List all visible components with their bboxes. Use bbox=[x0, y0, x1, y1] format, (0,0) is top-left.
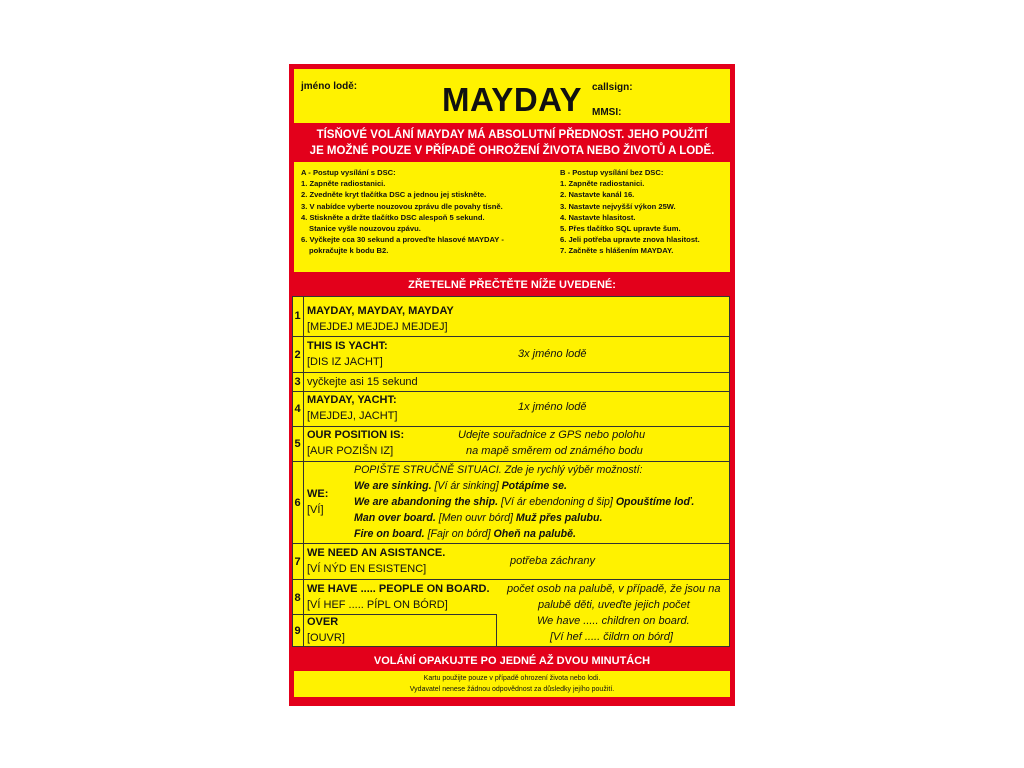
row-phrase: THIS IS YACHT: bbox=[307, 340, 388, 352]
table-row bbox=[292, 296, 730, 336]
procedure-b bbox=[560, 167, 728, 257]
option-pronunciation: [Fajr on bórd] bbox=[424, 528, 494, 540]
situation-option bbox=[354, 480, 567, 492]
procedure-step: 6. Vyčkejte cca 30 sekund a proveďte hlasové MAYDAY - bbox=[301, 235, 504, 245]
row-note: na mapě směrem od známého bodu bbox=[466, 445, 643, 457]
procedure-step: 4. Nastavte hlasitost. bbox=[560, 212, 636, 222]
option-english: We are sinking. bbox=[354, 480, 432, 492]
row-phrase: MAYDAY, MAYDAY, MAYDAY bbox=[307, 305, 454, 317]
row-pronunciation: [DIS IZ JACHT] bbox=[307, 356, 383, 368]
row-note: [Ví hef ..... čildrn on bórd] bbox=[550, 631, 673, 643]
procedure-a-title: A - Postup vysílání s DSC: bbox=[301, 168, 396, 177]
row-phrase: WE HAVE ..... PEOPLE ON BOARD. bbox=[307, 583, 490, 595]
procedure-step: 7. Začněte s hlášením MAYDAY. bbox=[560, 246, 674, 256]
procedure-step: 4. Stiskněte a držte tlačítko DSC alespoň 5 sekund. bbox=[301, 212, 485, 222]
procedure-step: 6. Jeli potřeba upravte znova hlasitost. bbox=[560, 235, 700, 245]
row-number: 8 bbox=[292, 580, 304, 615]
procedure-step: 1. Zapněte radiostanici. bbox=[560, 179, 645, 189]
row-note: počet osob na palubě, v případě, že jsou na bbox=[507, 583, 721, 595]
row-phrase: OUR POSITION IS: bbox=[307, 429, 405, 441]
table-row bbox=[292, 426, 730, 461]
table-row bbox=[292, 614, 497, 647]
row-pronunciation: [OUVR] bbox=[307, 632, 345, 644]
row-phrase: MAYDAY, YACHT: bbox=[307, 394, 397, 406]
repeat-notice: VOLÁNÍ OPAKUJTE PO JEDNÉ AŽ DVOU MINUTÁCH bbox=[373, 655, 651, 667]
row-number: 1 bbox=[292, 296, 304, 336]
read-notice: ZŘETELNĚ PŘEČTĚTE NÍŽE UVEDENÉ: bbox=[408, 279, 616, 291]
row-number: 2 bbox=[292, 337, 304, 372]
option-czech: Oheň na palubě. bbox=[493, 528, 576, 540]
option-pronunciation: [Men ouvr bórd] bbox=[435, 512, 516, 524]
option-czech: Potápíme se. bbox=[501, 480, 567, 492]
row-number: 5 bbox=[292, 427, 304, 461]
option-czech: Opouštíme loď. bbox=[615, 496, 695, 508]
ship-name-label: jméno lodě: bbox=[301, 81, 358, 92]
procedure-step: 5. Přes tlačítko SQL upravte šum. bbox=[560, 224, 681, 234]
situation-option bbox=[354, 528, 576, 540]
procedures-panel bbox=[294, 162, 730, 272]
row-pronunciation: [MEJDEJ, JACHT] bbox=[307, 410, 398, 422]
row-pronunciation: [VÍ HEF ..... PÍPL ON BÓRD] bbox=[307, 599, 448, 611]
row-number: 9 bbox=[292, 615, 304, 647]
row-note: Udejte souřadnice z GPS nebo polohu bbox=[458, 429, 646, 441]
table-row bbox=[292, 543, 730, 579]
row-note: potřeba záchrany bbox=[510, 555, 595, 567]
procedure-step: pokračujte k bodu B2. bbox=[309, 246, 389, 256]
row-number: 6 bbox=[292, 462, 304, 543]
row-number: 3 bbox=[292, 373, 304, 391]
row-pronunciation: [AUR POZIŠN IZ] bbox=[307, 445, 394, 457]
option-english: Fire on board. bbox=[354, 528, 425, 540]
priority-notice bbox=[294, 127, 730, 159]
disclaimer-line: Kartu použijte pouze v případě ohrození života nebo lodi. bbox=[423, 675, 601, 682]
row-phrase: OVER bbox=[307, 616, 339, 628]
procedure-step: 3. V nabídce vyberte nouzovou zprávu dle povahy tísně. bbox=[301, 201, 503, 211]
situation-option bbox=[354, 496, 694, 508]
option-pronunciation: [Ví ár ebendoning d šip] bbox=[498, 496, 616, 508]
row-number: 7 bbox=[292, 544, 304, 579]
option-english: Man over board. bbox=[354, 512, 436, 524]
row-text: vyčkejte asi 15 sekund bbox=[307, 376, 418, 388]
row-phrase: WE: bbox=[307, 488, 329, 500]
option-pronunciation: [Ví ár sinking] bbox=[431, 480, 502, 492]
situation-intro: POPIŠTE STRUČNĚ SITUACI. Zde je rychlý výběr možností: bbox=[354, 464, 643, 476]
procedure-step: 2. Nastavte kanál 16. bbox=[560, 190, 635, 200]
row-pronunciation: [VÍ] bbox=[307, 504, 324, 516]
option-english: We are abandoning the ship. bbox=[354, 496, 499, 508]
callsign-label: callsign: bbox=[592, 82, 633, 93]
disclaimer-footer bbox=[294, 671, 730, 697]
procedure-step: 2. Zvedněte kryt tlačítka DSC a jednou jej stiskněte. bbox=[301, 190, 487, 200]
procedure-step: 3. Nastavte nejvyšší výkon 25W. bbox=[560, 201, 676, 211]
row-note: 1x jméno lodě bbox=[518, 401, 587, 413]
mayday-title: MAYDAY bbox=[442, 81, 582, 118]
procedure-b-title: B - Postup vysílání bez DSC: bbox=[560, 168, 664, 177]
row-number: 4 bbox=[292, 392, 304, 426]
table-row bbox=[292, 336, 730, 372]
row-note: We have ..... children on board. bbox=[537, 615, 690, 627]
disclaimer-line: Vydavatel nenese žádnou odpovědnost za důsledky jejího použití. bbox=[409, 686, 615, 693]
priority-notice-line: TÍSŇOVÉ VOLÁNÍ MAYDAY MÁ ABSOLUTNÍ PŘEDNOST. JEHO POUŽITÍ bbox=[316, 129, 708, 141]
table-row bbox=[292, 461, 730, 543]
procedure-a bbox=[301, 167, 557, 257]
table-row bbox=[292, 391, 730, 426]
card-header bbox=[294, 69, 730, 123]
procedure-step: 1. Zapněte radiostanici. bbox=[301, 179, 386, 189]
row-note: 3x jméno lodě bbox=[518, 348, 587, 360]
row-note: palubě děti, uveďte jejich počet bbox=[538, 599, 690, 611]
table-row bbox=[292, 372, 730, 391]
row-phrase: WE NEED AN ASISTANCE. bbox=[307, 547, 446, 559]
mayday-card bbox=[289, 64, 735, 706]
row-pronunciation: [VÍ NÝD EN ESISTENC] bbox=[307, 563, 427, 575]
mmsi-label: MMSI: bbox=[592, 107, 622, 118]
call-script-table bbox=[292, 296, 730, 647]
procedure-step: Stanice vyšle nouzovou zpávu. bbox=[309, 224, 421, 234]
priority-notice-line: JE MOŽNÉ POUZE V PŘÍPADĚ OHROŽENÍ ŽIVOTA NEBO ŽIVOTŮ A LODĚ. bbox=[309, 145, 715, 157]
option-czech: Muž přes palubu. bbox=[515, 512, 603, 524]
situation-option bbox=[354, 512, 602, 524]
row-pronunciation: [MEJDEJ MEJDEJ MEJDEJ] bbox=[307, 321, 448, 333]
